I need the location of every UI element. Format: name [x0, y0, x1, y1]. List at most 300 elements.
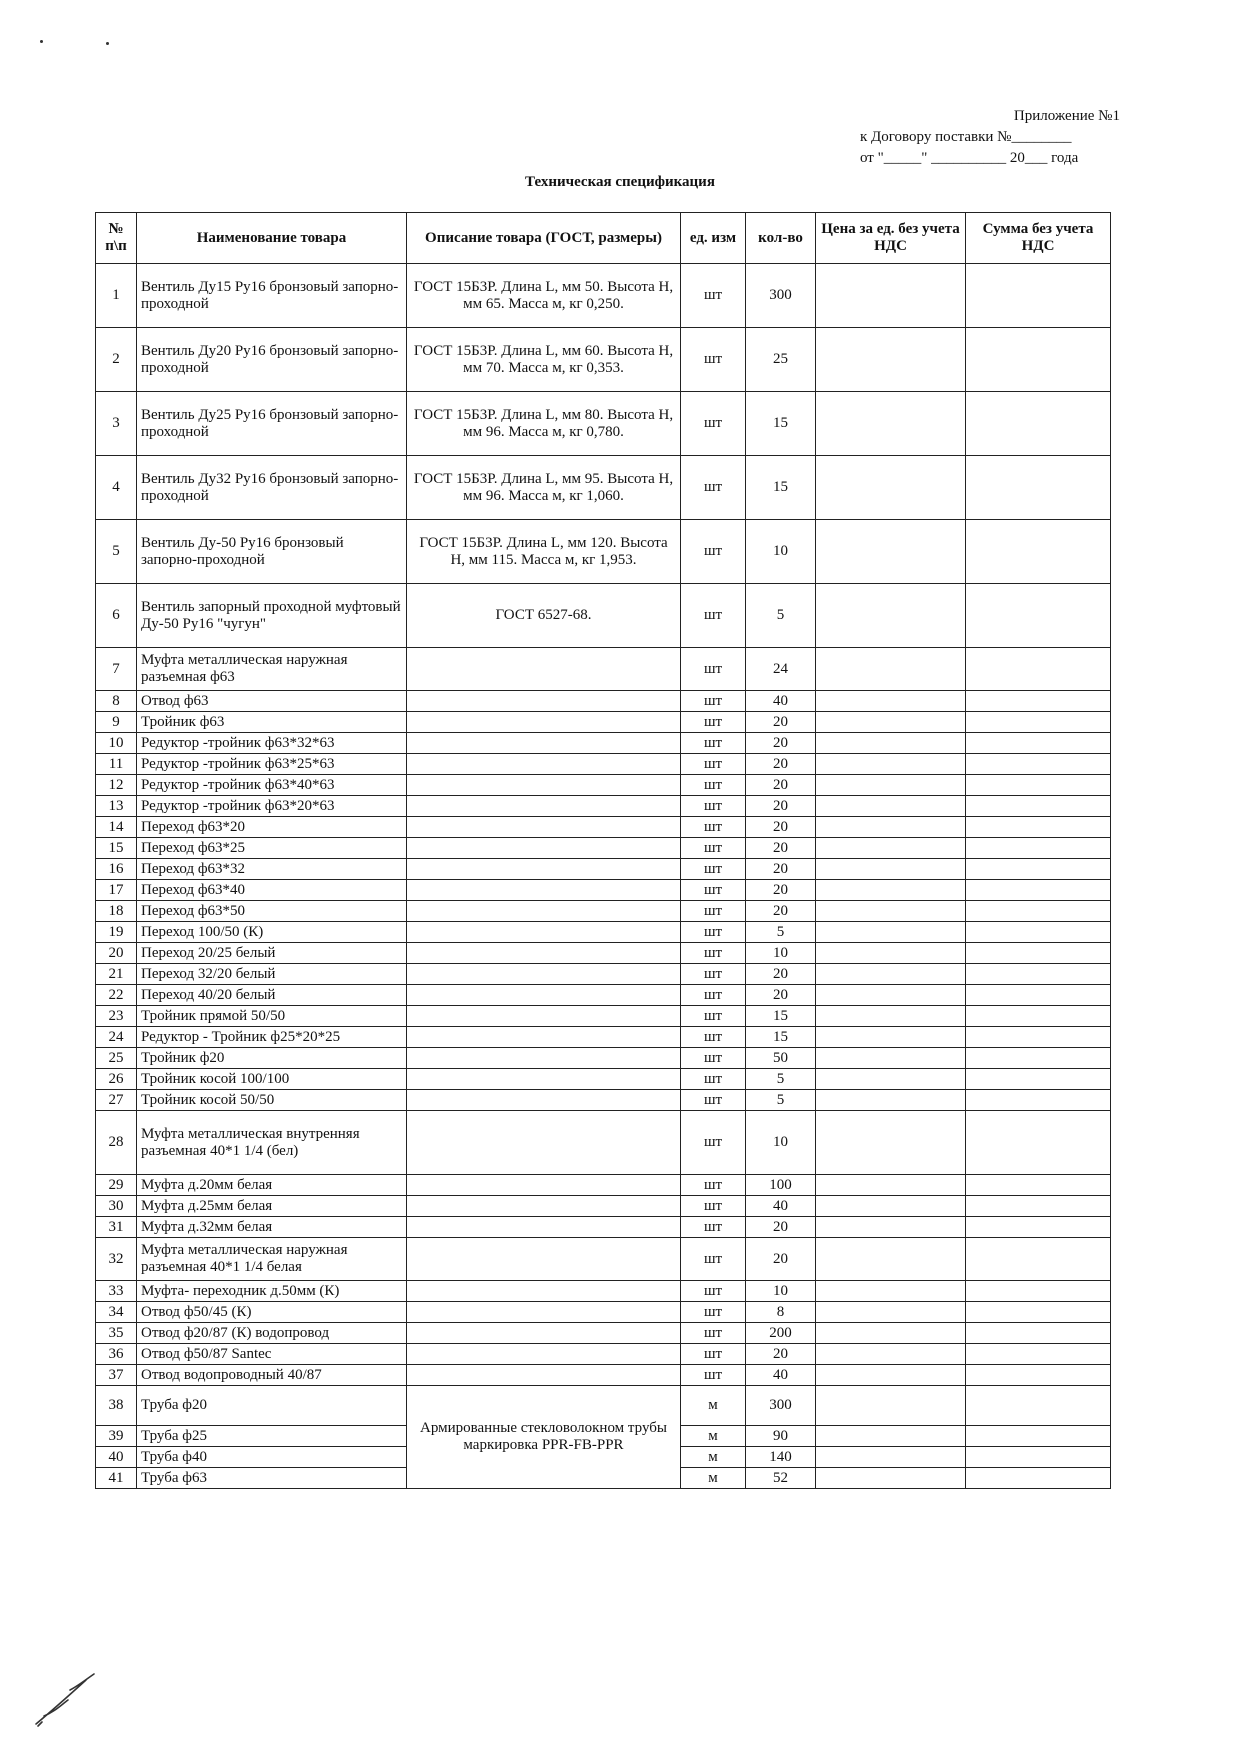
col-header-unit-price: Цена за ед. без учета НДС	[816, 213, 966, 264]
table-row	[96, 1027, 1111, 1048]
item-description	[407, 1302, 681, 1323]
appendix-header	[860, 106, 1120, 169]
item-quantity: 10	[746, 943, 816, 964]
table-body	[96, 264, 1111, 1489]
item-unit: шт	[681, 754, 746, 775]
row-number: 34	[96, 1302, 137, 1323]
item-name: Труба ф25	[137, 1426, 407, 1447]
item-quantity: 300	[746, 264, 816, 328]
item-name: Редуктор - Тройник ф25*20*25	[137, 1027, 407, 1048]
row-number: 30	[96, 1196, 137, 1217]
item-quantity: 20	[746, 901, 816, 922]
row-number: 12	[96, 775, 137, 796]
row-number: 9	[96, 712, 137, 733]
item-unit-price	[816, 1048, 966, 1069]
table-row	[96, 584, 1111, 648]
table-row	[96, 520, 1111, 584]
item-unit-price	[816, 1323, 966, 1344]
item-unit-price	[816, 733, 966, 754]
item-total	[966, 985, 1111, 1006]
item-quantity: 20	[746, 1217, 816, 1238]
item-unit: шт	[681, 648, 746, 691]
item-description	[407, 1175, 681, 1196]
table-row	[96, 922, 1111, 943]
table-row	[96, 1386, 1111, 1426]
item-name: Редуктор -тройник ф63*25*63	[137, 754, 407, 775]
item-description	[407, 712, 681, 733]
item-unit: шт	[681, 1090, 746, 1111]
row-number: 28	[96, 1111, 137, 1175]
item-quantity: 10	[746, 520, 816, 584]
row-number: 32	[96, 1238, 137, 1281]
item-unit-price	[816, 1468, 966, 1489]
row-number: 14	[96, 817, 137, 838]
table-row	[96, 456, 1111, 520]
item-description	[407, 1006, 681, 1027]
item-quantity: 20	[746, 1238, 816, 1281]
item-description	[407, 922, 681, 943]
item-total	[966, 648, 1111, 691]
item-unit-price	[816, 1027, 966, 1048]
item-unit: шт	[681, 1323, 746, 1344]
table-row	[96, 712, 1111, 733]
row-number: 37	[96, 1365, 137, 1386]
item-quantity: 90	[746, 1426, 816, 1447]
item-unit: шт	[681, 1027, 746, 1048]
col-header-number: № п\п	[96, 213, 137, 264]
table-row	[96, 817, 1111, 838]
item-quantity: 20	[746, 712, 816, 733]
row-number: 15	[96, 838, 137, 859]
item-quantity: 15	[746, 392, 816, 456]
item-unit: шт	[681, 901, 746, 922]
row-number: 16	[96, 859, 137, 880]
item-name: Переход ф63*20	[137, 817, 407, 838]
item-name: Тройник ф63	[137, 712, 407, 733]
item-quantity: 20	[746, 754, 816, 775]
item-quantity: 50	[746, 1048, 816, 1069]
item-unit-price	[816, 1365, 966, 1386]
item-total	[966, 1238, 1111, 1281]
item-unit: шт	[681, 985, 746, 1006]
item-quantity: 300	[746, 1386, 816, 1426]
row-number: 35	[96, 1323, 137, 1344]
table-row	[96, 1069, 1111, 1090]
item-unit: шт	[681, 328, 746, 392]
item-description	[407, 838, 681, 859]
item-description	[407, 1196, 681, 1217]
item-quantity: 25	[746, 328, 816, 392]
item-description	[407, 1027, 681, 1048]
col-header-name: Наименование товара	[137, 213, 407, 264]
row-number: 20	[96, 943, 137, 964]
item-description	[407, 1090, 681, 1111]
item-quantity: 20	[746, 964, 816, 985]
item-total	[966, 1111, 1111, 1175]
item-unit-price	[816, 648, 966, 691]
item-description: ГОСТ 15Б3Р. Длина L, мм 120. Высота Н, мм 115. Масса м, кг 1,953.	[407, 520, 681, 584]
table-row	[96, 1111, 1111, 1175]
item-unit: шт	[681, 775, 746, 796]
item-total	[966, 1365, 1111, 1386]
table-row	[96, 1175, 1111, 1196]
item-name: Муфта д.32мм белая	[137, 1217, 407, 1238]
item-total	[966, 838, 1111, 859]
row-number: 31	[96, 1217, 137, 1238]
appendix-number: Приложение №1	[1013, 108, 1120, 124]
item-quantity: 10	[746, 1111, 816, 1175]
item-unit-price	[816, 817, 966, 838]
item-description	[407, 691, 681, 712]
item-quantity: 20	[746, 859, 816, 880]
item-unit-price	[816, 1111, 966, 1175]
item-unit-price	[816, 880, 966, 901]
item-unit: шт	[681, 1111, 746, 1175]
row-number: 1	[96, 264, 137, 328]
item-description	[407, 1281, 681, 1302]
item-quantity: 20	[746, 985, 816, 1006]
table-header-row	[96, 213, 1111, 264]
item-unit-price	[816, 691, 966, 712]
table-row	[96, 796, 1111, 817]
item-unit: шт	[681, 943, 746, 964]
item-name: Редуктор -тройник ф63*32*63	[137, 733, 407, 754]
item-quantity: 100	[746, 1175, 816, 1196]
item-description	[407, 1238, 681, 1281]
item-unit: шт	[681, 584, 746, 648]
item-unit: шт	[681, 838, 746, 859]
item-unit-price	[816, 1175, 966, 1196]
row-number: 38	[96, 1386, 137, 1426]
item-description	[407, 1111, 681, 1175]
table-row	[96, 1323, 1111, 1344]
item-unit-price	[816, 520, 966, 584]
item-name: Переход 40/20 белый	[137, 985, 407, 1006]
item-total	[966, 584, 1111, 648]
item-unit: м	[681, 1447, 746, 1468]
table-row	[96, 1238, 1111, 1281]
item-description	[407, 964, 681, 985]
item-total	[966, 943, 1111, 964]
item-quantity: 40	[746, 691, 816, 712]
item-unit-price	[816, 1196, 966, 1217]
item-quantity: 52	[746, 1468, 816, 1489]
item-total	[966, 901, 1111, 922]
item-description	[407, 648, 681, 691]
item-name: Вентиль Ду-50 Ру16 бронзовый запорно-проходной	[137, 520, 407, 584]
table-row	[96, 328, 1111, 392]
item-total	[966, 754, 1111, 775]
table-row	[96, 859, 1111, 880]
item-name: Отвод водопроводный 40/87	[137, 1365, 407, 1386]
item-total	[966, 964, 1111, 985]
item-total	[966, 859, 1111, 880]
item-unit: м	[681, 1468, 746, 1489]
item-description	[407, 1217, 681, 1238]
item-name: Труба ф40	[137, 1447, 407, 1468]
item-name: Труба ф20	[137, 1386, 407, 1426]
item-description	[407, 901, 681, 922]
item-unit-price	[816, 1344, 966, 1365]
item-name: Переход ф63*50	[137, 901, 407, 922]
item-description	[407, 775, 681, 796]
item-unit-price	[816, 1386, 966, 1426]
item-unit: м	[681, 1386, 746, 1426]
item-name: Муфта металлическая наружная разъемная 40*1 1/4 белая	[137, 1238, 407, 1281]
item-unit-price	[816, 754, 966, 775]
item-name: Редуктор -тройник ф63*20*63	[137, 796, 407, 817]
item-quantity: 20	[746, 796, 816, 817]
item-description: ГОСТ 6527-68.	[407, 584, 681, 648]
item-total	[966, 691, 1111, 712]
item-description	[407, 754, 681, 775]
item-total	[966, 1027, 1111, 1048]
item-description	[407, 817, 681, 838]
item-name: Переход 20/25 белый	[137, 943, 407, 964]
item-total	[966, 1344, 1111, 1365]
col-header-quantity: кол-во	[746, 213, 816, 264]
item-total	[966, 1302, 1111, 1323]
item-quantity: 140	[746, 1447, 816, 1468]
item-unit-price	[816, 859, 966, 880]
item-name: Тройник прямой 50/50	[137, 1006, 407, 1027]
item-total	[966, 733, 1111, 754]
item-description	[407, 1069, 681, 1090]
item-name: Тройник ф20	[137, 1048, 407, 1069]
item-quantity: 40	[746, 1365, 816, 1386]
table-row	[96, 775, 1111, 796]
item-unit-price	[816, 712, 966, 733]
row-number: 40	[96, 1447, 137, 1468]
row-number: 2	[96, 328, 137, 392]
row-number: 18	[96, 901, 137, 922]
item-total	[966, 1468, 1111, 1489]
row-number: 25	[96, 1048, 137, 1069]
item-total	[966, 1323, 1111, 1344]
table-row	[96, 943, 1111, 964]
item-unit: шт	[681, 796, 746, 817]
item-quantity: 20	[746, 880, 816, 901]
item-unit: шт	[681, 859, 746, 880]
item-total	[966, 922, 1111, 943]
item-unit: шт	[681, 1281, 746, 1302]
item-unit-price	[816, 1069, 966, 1090]
item-name: Редуктор -тройник ф63*40*63	[137, 775, 407, 796]
item-total	[966, 1447, 1111, 1468]
item-total	[966, 1090, 1111, 1111]
item-unit-price	[816, 264, 966, 328]
row-number: 23	[96, 1006, 137, 1027]
specification-table	[95, 212, 1111, 1489]
item-quantity: 24	[746, 648, 816, 691]
col-header-description: Описание товара (ГОСТ, размеры)	[407, 213, 681, 264]
item-quantity: 5	[746, 1090, 816, 1111]
row-number: 11	[96, 754, 137, 775]
row-number: 41	[96, 1468, 137, 1489]
item-quantity: 15	[746, 456, 816, 520]
scan-speck	[40, 40, 43, 43]
item-unit-price	[816, 1006, 966, 1027]
row-number: 17	[96, 880, 137, 901]
table-row	[96, 648, 1111, 691]
item-total	[966, 520, 1111, 584]
row-number: 21	[96, 964, 137, 985]
item-total	[966, 1426, 1111, 1447]
item-total	[966, 1006, 1111, 1027]
item-unit: шт	[681, 1344, 746, 1365]
table-row	[96, 733, 1111, 754]
table-row	[96, 838, 1111, 859]
row-number: 5	[96, 520, 137, 584]
item-description	[407, 943, 681, 964]
item-name: Вентиль Ду25 Ру16 бронзовый запорно-проходной	[137, 392, 407, 456]
col-header-unit: ед. изм	[681, 213, 746, 264]
row-number: 22	[96, 985, 137, 1006]
item-description	[407, 796, 681, 817]
item-description: ГОСТ 15Б3Р. Длина L, мм 50. Высота Н, мм 65. Масса м, кг 0,250.	[407, 264, 681, 328]
item-quantity: 20	[746, 838, 816, 859]
table-row	[96, 985, 1111, 1006]
item-total	[966, 775, 1111, 796]
item-unit-price	[816, 328, 966, 392]
row-number: 27	[96, 1090, 137, 1111]
table-row	[96, 1217, 1111, 1238]
item-quantity: 20	[746, 775, 816, 796]
item-unit: шт	[681, 712, 746, 733]
item-unit: шт	[681, 733, 746, 754]
item-unit: шт	[681, 392, 746, 456]
item-unit-price	[816, 1447, 966, 1468]
item-unit: шт	[681, 1238, 746, 1281]
item-quantity: 8	[746, 1302, 816, 1323]
item-quantity: 5	[746, 1069, 816, 1090]
item-name: Переход ф63*25	[137, 838, 407, 859]
item-unit-price	[816, 838, 966, 859]
table-row	[96, 1302, 1111, 1323]
item-quantity: 20	[746, 733, 816, 754]
document-title: Техническая спецификация	[525, 174, 715, 190]
item-unit: шт	[681, 1217, 746, 1238]
table-row	[96, 1196, 1111, 1217]
item-unit-price	[816, 985, 966, 1006]
item-name: Вентиль запорный проходной муфтовый Ду-50 Ру16 "чугун"	[137, 584, 407, 648]
row-number: 29	[96, 1175, 137, 1196]
item-unit: шт	[681, 964, 746, 985]
row-number: 8	[96, 691, 137, 712]
table-row	[96, 264, 1111, 328]
row-number: 13	[96, 796, 137, 817]
item-unit-price	[816, 1281, 966, 1302]
item-unit: шт	[681, 817, 746, 838]
item-unit-price	[816, 796, 966, 817]
table-row	[96, 880, 1111, 901]
row-number: 19	[96, 922, 137, 943]
item-name: Тройник косой 100/100	[137, 1069, 407, 1090]
item-name: Муфта металлическая внутренняя разъемная 40*1 1/4 (бел)	[137, 1111, 407, 1175]
item-description	[407, 880, 681, 901]
item-unit: шт	[681, 1048, 746, 1069]
item-quantity: 5	[746, 922, 816, 943]
item-unit: шт	[681, 1069, 746, 1090]
item-unit-price	[816, 456, 966, 520]
item-total	[966, 456, 1111, 520]
item-unit-price	[816, 1238, 966, 1281]
table-row	[96, 1006, 1111, 1027]
table-row	[96, 1281, 1111, 1302]
item-unit: шт	[681, 520, 746, 584]
item-name: Муфта металлическая наружная разъемная ф63	[137, 648, 407, 691]
item-unit-price	[816, 901, 966, 922]
row-number: 7	[96, 648, 137, 691]
table-row	[96, 754, 1111, 775]
item-quantity: 40	[746, 1196, 816, 1217]
item-unit: м	[681, 1426, 746, 1447]
item-total	[966, 1217, 1111, 1238]
item-unit-price	[816, 392, 966, 456]
item-unit-price	[816, 1426, 966, 1447]
row-number: 4	[96, 456, 137, 520]
table-row	[96, 1344, 1111, 1365]
item-quantity: 15	[746, 1027, 816, 1048]
item-description: ГОСТ 15Б3Р. Длина L, мм 60. Высота Н, мм 70. Масса м, кг 0,353.	[407, 328, 681, 392]
table-row	[96, 1365, 1111, 1386]
item-total	[966, 796, 1111, 817]
item-unit-price	[816, 943, 966, 964]
item-total	[966, 1281, 1111, 1302]
item-unit-price	[816, 1090, 966, 1111]
item-unit-price	[816, 584, 966, 648]
row-number: 10	[96, 733, 137, 754]
item-total	[966, 1175, 1111, 1196]
table-row	[96, 1090, 1111, 1111]
item-name: Вентиль Ду15 Ру16 бронзовый запорно-проходной	[137, 264, 407, 328]
row-number: 33	[96, 1281, 137, 1302]
item-quantity: 5	[746, 584, 816, 648]
contract-date: от "_____" __________ 20___ года	[860, 150, 1079, 166]
item-total	[966, 1069, 1111, 1090]
row-number: 3	[96, 392, 137, 456]
item-quantity: 20	[746, 817, 816, 838]
item-unit-price	[816, 775, 966, 796]
item-unit-price	[816, 922, 966, 943]
item-name: Отвод ф20/87 (К) водопровод	[137, 1323, 407, 1344]
table-row	[96, 392, 1111, 456]
item-total	[966, 264, 1111, 328]
item-total	[966, 817, 1111, 838]
item-name: Труба ф63	[137, 1468, 407, 1489]
item-name: Муфта- переходник д.50мм (К)	[137, 1281, 407, 1302]
row-number: 24	[96, 1027, 137, 1048]
table-row	[96, 691, 1111, 712]
item-total	[966, 1386, 1111, 1426]
item-name: Переход 100/50 (К)	[137, 922, 407, 943]
item-name: Отвод ф50/87 Santec	[137, 1344, 407, 1365]
item-quantity: 200	[746, 1323, 816, 1344]
item-description: ГОСТ 15Б3Р. Длина L, мм 95. Высота Н, мм 96. Масса м, кг 1,060.	[407, 456, 681, 520]
row-number: 36	[96, 1344, 137, 1365]
item-name: Вентиль Ду32 Ру16 бронзовый запорно-проходной	[137, 456, 407, 520]
item-name: Отвод ф63	[137, 691, 407, 712]
pipes-description: Армированные стекловолокном трубы маркировка PPR-FB-PPR	[407, 1386, 681, 1489]
item-total	[966, 1048, 1111, 1069]
table-row	[96, 964, 1111, 985]
item-name: Муфта д.20мм белая	[137, 1175, 407, 1196]
item-unit: шт	[681, 880, 746, 901]
scan-speck	[106, 42, 109, 45]
item-unit: шт	[681, 1365, 746, 1386]
item-name: Отвод ф50/45 (К)	[137, 1302, 407, 1323]
item-name: Муфта д.25мм белая	[137, 1196, 407, 1217]
